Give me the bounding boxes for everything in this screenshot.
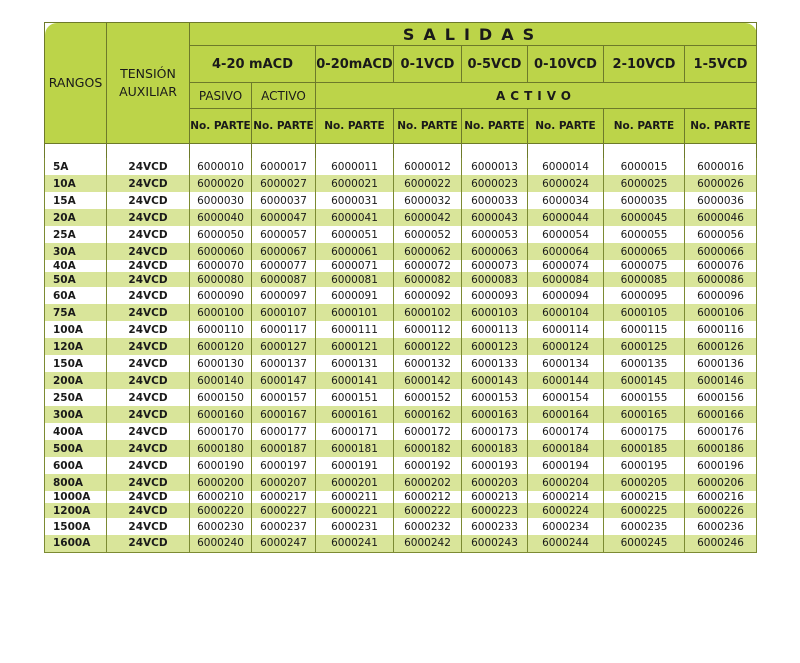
part-number-cell: 6000191: [316, 457, 394, 474]
part-number-cell: 6000241: [316, 535, 394, 552]
part-number-cell: 6000051: [316, 226, 394, 243]
part-number-cell: 6000057: [252, 226, 316, 243]
part-number-cell: 6000022: [394, 175, 462, 192]
range-cell: 800A: [45, 474, 107, 491]
no-parte-header: No. PARTE: [394, 109, 462, 144]
part-number-cell: 6000154: [528, 389, 604, 406]
part-number-cell: 6000216: [685, 491, 757, 503]
part-number-cell: 6000103: [462, 304, 528, 321]
table-row: [45, 272, 757, 287]
range-cell: 5A: [45, 158, 107, 175]
table-row: [45, 304, 757, 321]
part-number-cell: 6000181: [316, 440, 394, 457]
part-number-cell: 6000036: [685, 192, 757, 209]
voltage-cell: 24VCD: [107, 243, 190, 260]
voltage-cell: 24VCD: [107, 440, 190, 457]
part-number-cell: 6000161: [316, 406, 394, 423]
part-number-cell: 6000160: [190, 406, 252, 423]
voltage-cell: 24VCD: [107, 491, 190, 503]
part-number-cell: 6000084: [528, 272, 604, 287]
part-number-cell: 6000187: [252, 440, 316, 457]
part-number-cell: 6000077: [252, 260, 316, 272]
part-number-cell: 6000141: [316, 372, 394, 389]
part-number-cell: 6000094: [528, 287, 604, 304]
part-number-cell: 6000080: [190, 272, 252, 287]
part-number-cell: 6000163: [462, 406, 528, 423]
part-number-cell: 6000037: [252, 192, 316, 209]
part-number-cell: 6000165: [604, 406, 685, 423]
part-number-cell: 6000041: [316, 209, 394, 226]
part-number-cell: 6000110: [190, 321, 252, 338]
part-number-cell: 6000085: [604, 272, 685, 287]
part-number-cell: 6000144: [528, 372, 604, 389]
part-number-cell: 6000164: [528, 406, 604, 423]
part-number-cell: 6000046: [685, 209, 757, 226]
part-number-cell: 6000023: [462, 175, 528, 192]
table-row: [45, 321, 757, 338]
voltage-cell: 24VCD: [107, 406, 190, 423]
part-number-cell: 6000042: [394, 209, 462, 226]
part-number-cell: 6000010: [190, 158, 252, 175]
part-number-cell: 6000105: [604, 304, 685, 321]
part-number-cell: 6000076: [685, 260, 757, 272]
activo-header: ACTIVO: [252, 83, 316, 109]
part-number-cell: 6000031: [316, 192, 394, 209]
part-number-cell: 6000217: [252, 491, 316, 503]
part-number-cell: 6000180: [190, 440, 252, 457]
part-number-cell: 6000212: [394, 491, 462, 503]
part-number-cell: 6000124: [528, 338, 604, 355]
voltage-cell: 24VCD: [107, 272, 190, 287]
part-number-cell: 6000232: [394, 518, 462, 535]
part-number-cell: 6000231: [316, 518, 394, 535]
voltage-cell: 24VCD: [107, 304, 190, 321]
voltage-cell: 24VCD: [107, 372, 190, 389]
range-cell: 25A: [45, 226, 107, 243]
part-number-cell: 6000100: [190, 304, 252, 321]
part-number-cell: 6000207: [252, 474, 316, 491]
table-row: [45, 260, 757, 272]
part-number-cell: 6000045: [604, 209, 685, 226]
part-number-cell: 6000021: [316, 175, 394, 192]
range-cell: 40A: [45, 260, 107, 272]
part-number-cell: 6000156: [685, 389, 757, 406]
part-number-cell: 6000056: [685, 226, 757, 243]
part-number-cell: 6000170: [190, 423, 252, 440]
part-number-cell: 6000147: [252, 372, 316, 389]
part-number-cell: 6000032: [394, 192, 462, 209]
voltage-cell: 24VCD: [107, 338, 190, 355]
part-number-cell: 6000157: [252, 389, 316, 406]
part-number-cell: 6000106: [685, 304, 757, 321]
part-number-cell: 6000133: [462, 355, 528, 372]
voltage-cell: 24VCD: [107, 355, 190, 372]
voltage-cell: 24VCD: [107, 226, 190, 243]
range-cell: 300A: [45, 406, 107, 423]
voltage-cell: 24VCD: [107, 423, 190, 440]
range-cell: 1200A: [45, 503, 107, 518]
part-number-cell: 6000063: [462, 243, 528, 260]
voltage-cell: 24VCD: [107, 175, 190, 192]
table-row: [45, 406, 757, 423]
part-number-cell: 6000166: [685, 406, 757, 423]
table-row: [45, 535, 757, 552]
table-row: [45, 372, 757, 389]
table-row: [45, 338, 757, 355]
range-cell: 1500A: [45, 518, 107, 535]
part-number-cell: 6000033: [462, 192, 528, 209]
part-number-cell: 6000034: [528, 192, 604, 209]
part-number-cell: 6000093: [462, 287, 528, 304]
voltage-cell: 24VCD: [107, 209, 190, 226]
no-parte-header: No. PARTE: [462, 109, 528, 144]
range-cell: 10A: [45, 175, 107, 192]
range-cell: 30A: [45, 243, 107, 260]
part-number-cell: 6000151: [316, 389, 394, 406]
part-number-cell: 6000183: [462, 440, 528, 457]
part-number-cell: 6000206: [685, 474, 757, 491]
part-number-cell: 6000111: [316, 321, 394, 338]
part-number-cell: 6000112: [394, 321, 462, 338]
salidas-header: SALIDAS: [190, 23, 757, 46]
part-number-cell: 6000185: [604, 440, 685, 457]
part-number-cell: 6000177: [252, 423, 316, 440]
part-number-cell: 6000104: [528, 304, 604, 321]
part-number-cell: 6000044: [528, 209, 604, 226]
part-number-cell: 6000014: [528, 158, 604, 175]
part-number-cell: 6000224: [528, 503, 604, 518]
table-row: [45, 518, 757, 535]
part-number-cell: 6000011: [316, 158, 394, 175]
part-number-cell: 6000230: [190, 518, 252, 535]
part-number-cell: 6000195: [604, 457, 685, 474]
part-number-cell: 6000153: [462, 389, 528, 406]
part-number-cell: 6000211: [316, 491, 394, 503]
part-number-cell: 6000074: [528, 260, 604, 272]
table-row: [45, 389, 757, 406]
part-number-cell: 6000013: [462, 158, 528, 175]
part-number-cell: 6000096: [685, 287, 757, 304]
part-number-cell: 6000193: [462, 457, 528, 474]
part-number-cell: 6000142: [394, 372, 462, 389]
part-number-cell: 6000221: [316, 503, 394, 518]
no-parte-header: No. PARTE: [604, 109, 685, 144]
part-number-cell: 6000220: [190, 503, 252, 518]
part-number-cell: 6000246: [685, 535, 757, 552]
range-cell: 15A: [45, 192, 107, 209]
part-number-cell: 6000146: [685, 372, 757, 389]
part-number-cell: 6000087: [252, 272, 316, 287]
part-number-cell: 6000204: [528, 474, 604, 491]
part-number-cell: 6000244: [528, 535, 604, 552]
output-type-header: 0-20mACD: [316, 46, 394, 83]
part-number-cell: 6000075: [604, 260, 685, 272]
part-number-cell: 6000175: [604, 423, 685, 440]
part-number-cell: 6000143: [462, 372, 528, 389]
part-number-cell: 6000067: [252, 243, 316, 260]
range-cell: 250A: [45, 389, 107, 406]
range-cell: 20A: [45, 209, 107, 226]
range-cell: 200A: [45, 372, 107, 389]
part-number-cell: 6000237: [252, 518, 316, 535]
table-row: [45, 243, 757, 260]
no-parte-header: No. PARTE: [528, 109, 604, 144]
part-number-cell: 6000234: [528, 518, 604, 535]
part-number-cell: 6000121: [316, 338, 394, 355]
header-gap-row: [45, 144, 757, 159]
part-number-cell: 6000015: [604, 158, 685, 175]
pasivo-header: PASIVO: [190, 83, 252, 109]
range-cell: 120A: [45, 338, 107, 355]
part-number-cell: 6000226: [685, 503, 757, 518]
part-number-cell: 6000027: [252, 175, 316, 192]
table-row: [45, 491, 757, 503]
part-number-cell: 6000090: [190, 287, 252, 304]
part-number-cell: 6000202: [394, 474, 462, 491]
part-number-cell: 6000072: [394, 260, 462, 272]
part-number-cell: 6000235: [604, 518, 685, 535]
part-number-cell: 6000167: [252, 406, 316, 423]
output-type-header: 0-10VCD: [528, 46, 604, 83]
part-number-cell: 6000082: [394, 272, 462, 287]
part-number-cell: 6000227: [252, 503, 316, 518]
part-number-cell: 6000066: [685, 243, 757, 260]
part-number-cell: 6000020: [190, 175, 252, 192]
range-cell: 100A: [45, 321, 107, 338]
part-number-cell: 6000062: [394, 243, 462, 260]
part-number-cell: 6000134: [528, 355, 604, 372]
table-row: [45, 209, 757, 226]
part-number-cell: 6000135: [604, 355, 685, 372]
part-number-cell: 6000150: [190, 389, 252, 406]
part-number-cell: 6000205: [604, 474, 685, 491]
table-row: [45, 287, 757, 304]
part-number-cell: 6000245: [604, 535, 685, 552]
no-parte-header: No. PARTE: [190, 109, 252, 144]
part-number-cell: 6000197: [252, 457, 316, 474]
part-number-cell: 6000136: [685, 355, 757, 372]
output-type-header: 0-5VCD: [462, 46, 528, 83]
part-number-cell: 6000126: [685, 338, 757, 355]
part-number-cell: 6000064: [528, 243, 604, 260]
part-number-cell: 6000201: [316, 474, 394, 491]
part-number-cell: 6000050: [190, 226, 252, 243]
part-number-cell: 6000162: [394, 406, 462, 423]
part-number-cell: 6000186: [685, 440, 757, 457]
part-number-cell: 6000083: [462, 272, 528, 287]
voltage-cell: 24VCD: [107, 474, 190, 491]
part-number-cell: 6000053: [462, 226, 528, 243]
part-number-cell: 6000065: [604, 243, 685, 260]
range-cell: 1000A: [45, 491, 107, 503]
part-number-cell: 6000214: [528, 491, 604, 503]
part-number-cell: 6000171: [316, 423, 394, 440]
part-number-cell: 6000242: [394, 535, 462, 552]
no-parte-header: No. PARTE: [252, 109, 316, 144]
voltage-cell: 24VCD: [107, 260, 190, 272]
part-number-cell: 6000127: [252, 338, 316, 355]
table-row: [45, 158, 757, 175]
voltage-cell: 24VCD: [107, 518, 190, 535]
part-number-cell: 6000182: [394, 440, 462, 457]
voltage-cell: 24VCD: [107, 287, 190, 304]
part-number-cell: 6000024: [528, 175, 604, 192]
range-cell: 50A: [45, 272, 107, 287]
part-number-cell: 6000173: [462, 423, 528, 440]
part-number-cell: 6000152: [394, 389, 462, 406]
part-number-cell: 6000122: [394, 338, 462, 355]
voltage-cell: 24VCD: [107, 389, 190, 406]
part-number-cell: 6000192: [394, 457, 462, 474]
part-number-cell: 6000137: [252, 355, 316, 372]
range-cell: 150A: [45, 355, 107, 372]
part-number-cell: 6000055: [604, 226, 685, 243]
voltage-cell: 24VCD: [107, 158, 190, 175]
part-number-cell: 6000052: [394, 226, 462, 243]
part-number-cell: 6000233: [462, 518, 528, 535]
part-number-cell: 6000247: [252, 535, 316, 552]
part-number-cell: 6000145: [604, 372, 685, 389]
part-number-cell: 6000097: [252, 287, 316, 304]
table-row: [45, 175, 757, 192]
part-number-cell: 6000140: [190, 372, 252, 389]
part-number-cell: 6000030: [190, 192, 252, 209]
part-number-cell: 6000026: [685, 175, 757, 192]
part-number-cell: 6000120: [190, 338, 252, 355]
part-number-cell: 6000047: [252, 209, 316, 226]
part-number-cell: 6000102: [394, 304, 462, 321]
table-row: [45, 226, 757, 243]
part-number-cell: 6000035: [604, 192, 685, 209]
no-parte-header: No. PARTE: [316, 109, 394, 144]
range-cell: 60A: [45, 287, 107, 304]
part-number-cell: 6000130: [190, 355, 252, 372]
part-number-cell: 6000114: [528, 321, 604, 338]
table-row: [45, 192, 757, 209]
part-number-cell: 6000107: [252, 304, 316, 321]
table-row: [45, 423, 757, 440]
part-number-cell: 6000174: [528, 423, 604, 440]
range-cell: 1600A: [45, 535, 107, 552]
output-type-header: 1-5VCD: [685, 46, 757, 83]
table-row: [45, 457, 757, 474]
part-number-cell: 6000116: [685, 321, 757, 338]
part-number-cell: 6000025: [604, 175, 685, 192]
parts-table: [44, 22, 757, 553]
part-number-cell: 6000086: [685, 272, 757, 287]
voltage-cell: 24VCD: [107, 503, 190, 518]
part-number-cell: 6000040: [190, 209, 252, 226]
part-number-cell: 6000017: [252, 158, 316, 175]
range-cell: 75A: [45, 304, 107, 321]
part-number-cell: 6000043: [462, 209, 528, 226]
part-number-cell: 6000243: [462, 535, 528, 552]
part-number-cell: 6000196: [685, 457, 757, 474]
part-number-cell: 6000113: [462, 321, 528, 338]
part-number-cell: 6000012: [394, 158, 462, 175]
part-number-cell: 6000222: [394, 503, 462, 518]
part-number-cell: 6000117: [252, 321, 316, 338]
part-number-cell: 6000176: [685, 423, 757, 440]
parts-table-container: [44, 22, 756, 553]
table-row: [45, 355, 757, 372]
part-number-cell: 6000061: [316, 243, 394, 260]
output-type-header: 4-20 mACD: [190, 46, 316, 83]
part-number-cell: 6000236: [685, 518, 757, 535]
range-cell: 600A: [45, 457, 107, 474]
part-number-cell: 6000215: [604, 491, 685, 503]
part-number-cell: 6000210: [190, 491, 252, 503]
part-number-cell: 6000240: [190, 535, 252, 552]
part-number-cell: 6000190: [190, 457, 252, 474]
table-header: [45, 23, 757, 144]
activo-wide-header: ACTIVO: [316, 83, 757, 109]
no-parte-header: No. PARTE: [685, 109, 757, 144]
part-number-cell: 6000132: [394, 355, 462, 372]
voltage-cell: 24VCD: [107, 192, 190, 209]
output-type-header: 2-10VCD: [604, 46, 685, 83]
range-cell: 400A: [45, 423, 107, 440]
table-row: [45, 440, 757, 457]
part-number-cell: 6000054: [528, 226, 604, 243]
voltage-cell: 24VCD: [107, 321, 190, 338]
part-number-cell: 6000092: [394, 287, 462, 304]
table-body: [45, 144, 757, 553]
part-number-cell: 6000070: [190, 260, 252, 272]
part-number-cell: 6000203: [462, 474, 528, 491]
part-number-cell: 6000115: [604, 321, 685, 338]
part-number-cell: 6000200: [190, 474, 252, 491]
part-number-cell: 6000125: [604, 338, 685, 355]
part-number-cell: 6000213: [462, 491, 528, 503]
voltage-cell: 24VCD: [107, 535, 190, 552]
part-number-cell: 6000155: [604, 389, 685, 406]
part-number-cell: 6000081: [316, 272, 394, 287]
range-cell: 500A: [45, 440, 107, 457]
part-number-cell: 6000091: [316, 287, 394, 304]
part-number-cell: 6000184: [528, 440, 604, 457]
voltage-cell: 24VCD: [107, 457, 190, 474]
part-number-cell: 6000225: [604, 503, 685, 518]
part-number-cell: 6000172: [394, 423, 462, 440]
part-number-cell: 6000016: [685, 158, 757, 175]
part-number-cell: 6000060: [190, 243, 252, 260]
part-number-cell: 6000101: [316, 304, 394, 321]
part-number-cell: 6000194: [528, 457, 604, 474]
part-number-cell: 6000223: [462, 503, 528, 518]
part-number-cell: 6000123: [462, 338, 528, 355]
part-number-cell: 6000073: [462, 260, 528, 272]
part-number-cell: 6000071: [316, 260, 394, 272]
part-number-cell: 6000095: [604, 287, 685, 304]
table-row: [45, 503, 757, 518]
output-type-header: 0-1VCD: [394, 46, 462, 83]
table-row: [45, 474, 757, 491]
tension-auxiliar-header: TENSIÓN AUXILIAR: [107, 23, 190, 144]
part-number-cell: 6000131: [316, 355, 394, 372]
rangos-header: RANGOS: [45, 23, 107, 144]
